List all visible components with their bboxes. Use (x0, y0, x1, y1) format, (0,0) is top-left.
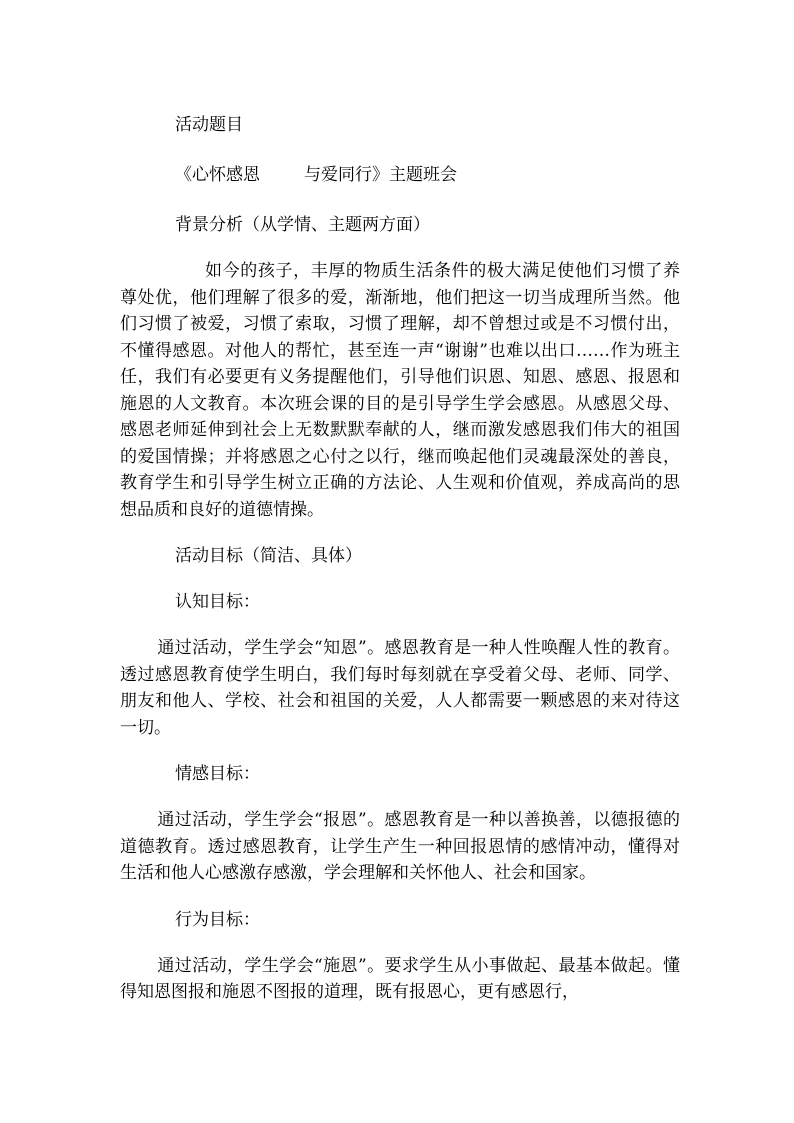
cognitive-goal-paragraph: 通过活动，学生学会“知恩”。感恩教育是一种人性唤醒人性的教育。透过感恩教育使学生明白，我们每时每刻就在享受着父母、老师、同学、朋友和他人、学校、社会和祖国的关爱，人人都需要一颗感恩的来对待这一切。 (120, 638, 680, 738)
activity-title-label: 活动题目 (175, 115, 243, 135)
behavior-goal-label: 行为目标： (175, 909, 260, 930)
theme-title-part1: 《心怀感恩 (175, 165, 260, 185)
theme-title (120, 162, 680, 188)
cognitive-goal-label: 认知目标： (175, 592, 260, 612)
background-label: 背景分析（从学情、主题两方面） (175, 215, 430, 235)
background-paragraph: 如今的孩子，丰厚的物质生活条件的极大满足使他们习惯了养尊处优，他们理解了很多的爱，渐渐地，他们把这一切当成理所当然。他们习惯了被爱，习惯了索取，习惯了理解，却不曾想过或是不习惯付出，不懂得感恩。对他人的帮忙，甚至连一声“谢谢”也难以出口……作为班主任，我们有必要更有义务提醒他们，引导他们识恩、知恩、感恩、报恩和施恩的人文教育。本次班会课的目的是引导学生学会感恩。从感恩父母、感恩老师延伸到社会上无数默默奉献的人，继而激发感恩我们伟大的祖国的爱国情操；并将感恩之心付之以行，继而唤起他们灵魂最深处的善良，教育学生和引导学生树立正确的方法论、人生观和价值观，养成高尚的思想品质和良好的道德情操。 (120, 261, 680, 520)
theme-title-part2: 与爱同行》主题班会 (304, 165, 457, 185)
behavior-goal-paragraph: 通过活动，学生学会“施恩”。要求学生从小事做起、最基本做起。懂得知恩图报和施恩不图报的道理，既有报恩心，更有感恩行， (120, 955, 680, 1002)
emotion-goal-label: 情感目标： (175, 764, 260, 784)
emotion-goal-paragraph: 通过活动，学生学会“报恩”。感恩教育是一种以善换善，以德报德的道德教育。透过感恩教育，让学生产生一种回报恩情的感情冲动，懂得对生活和他人心感激存感激，学会理解和关怀他人、社会和国家。 (120, 810, 680, 883)
document-body (120, 112, 680, 1006)
goals-label: 活动目标（简洁、具体） (175, 546, 362, 566)
